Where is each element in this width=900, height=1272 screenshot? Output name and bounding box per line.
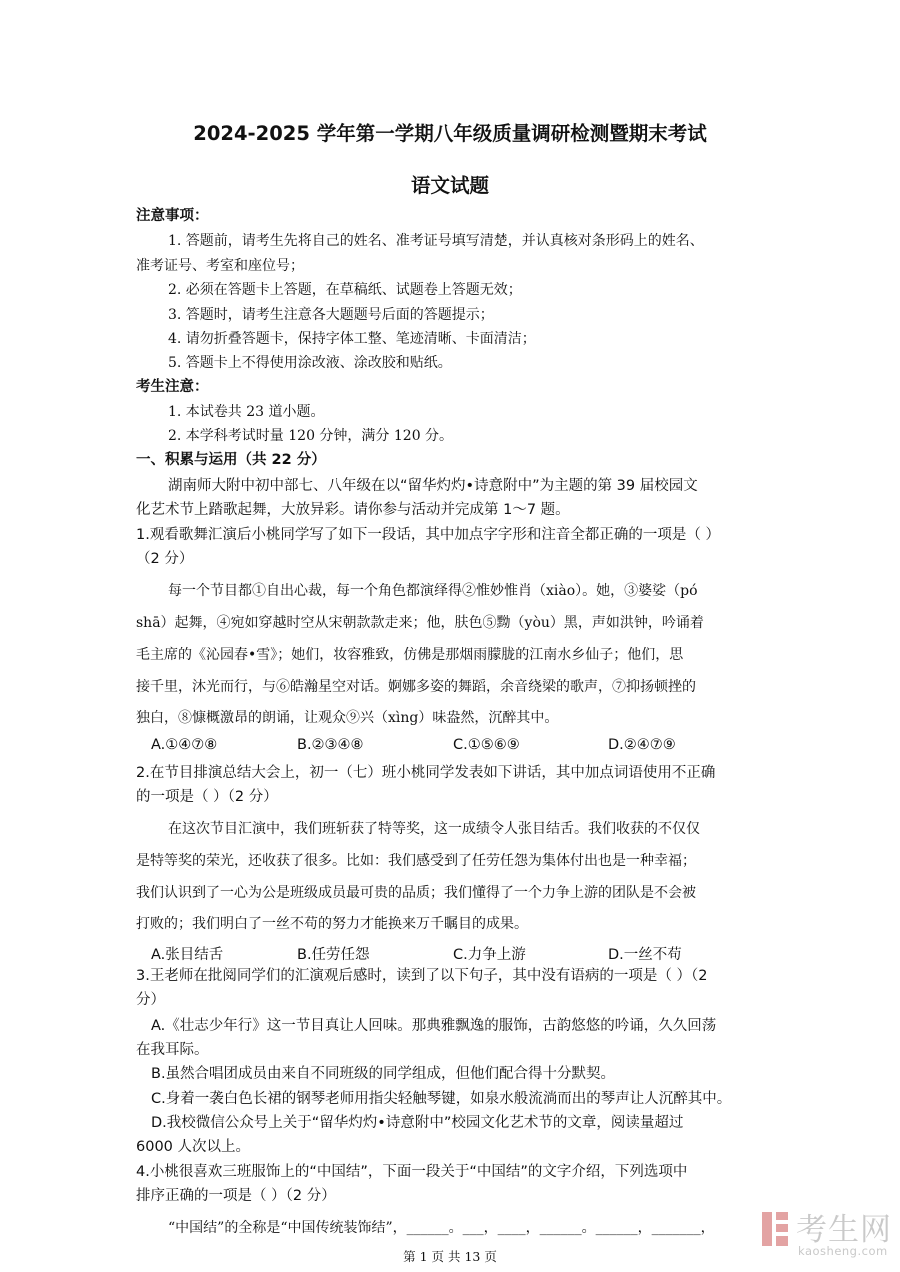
q3-option-c: C.身着一袭白色长裙的钢琴老师用指尖轻触琴键，如泉水般流淌而出的琴声让人沉醉其中。 — [151, 1091, 732, 1107]
q4-stem: 4.小桃很喜欢三班服饰上的“中国结”，下面一段关于“中国结”的文字介绍，下列选项中 — [136, 1164, 688, 1180]
q1-passage: shā）起舞，④宛如穿越时空从宋朝款款走来；他，肤色⑤黝（yòu）黑，声如洪钟，吟诵着 — [136, 615, 704, 631]
candidate-heading: 考生注意： — [136, 379, 209, 395]
q3-option-a-cont: 在我耳际。 — [136, 1042, 209, 1058]
q2-passage: 是特等奖的荣光，还收获了很多。比如：我们感受到了任劳任怨为集体付出也是一种幸福； — [136, 853, 696, 869]
candidate-item: 2. 本学科考试时量 120 分钟，满分 120 分。 — [168, 428, 454, 444]
q3-option-d-cont: 6000 人次以上。 — [136, 1139, 251, 1155]
q1-passage: 毛主席的《沁园春•雪》；她们，妆容雅致，仿佛是那烟雨朦胧的江南水乡仙子；他们，思 — [136, 647, 684, 663]
q1-option-a: A.①④⑦⑧ — [151, 737, 218, 753]
q2-option-c: C.力争上游 — [453, 947, 526, 963]
q2-option-b: B.任劳任怨 — [297, 947, 370, 963]
q2-passage: 在这次节目汇演中，我们班斩获了特等奖，这一成绩令人张目结舌。我们收获的不仅仅 — [168, 821, 700, 837]
q3-option-a: A.《壮志少年行》这一节目真让人回味。那典雅飘逸的服饰，古韵悠悠的吟诵，久久回荡 — [151, 1018, 717, 1034]
q1-option-d: D.②④⑦⑨ — [608, 737, 676, 753]
section-heading: 一、积累与运用（共 22 分） — [136, 452, 326, 468]
q1-stem: （2 分） — [136, 551, 194, 567]
q2-option-a: A.张目结舌 — [151, 947, 224, 963]
q3-stem: 分） — [136, 992, 165, 1008]
q2-stem: 的一项是（ ）（2 分） — [136, 789, 278, 805]
candidate-item: 1. 本试卷共 23 道小题。 — [168, 404, 325, 420]
watermark-subtext: kaosheng.com — [798, 1244, 888, 1258]
notice-heading: 注意事项： — [136, 208, 209, 224]
q3-option-d: D.我校微信公众号上关于“留华灼灼•诗意附中”校园文化艺术节的文章，阅读量超过 — [151, 1115, 684, 1131]
notice-item: 1. 答题前，请考生先将自己的姓名、准考证号填写清楚，并认真核对条形码上的姓名、 — [168, 233, 704, 249]
q1-option-b: B.②③④⑧ — [297, 737, 364, 753]
notice-item: 4. 请勿折叠答题卡，保持字体工整、笔迹清晰、卡面清洁； — [168, 331, 536, 347]
q2-passage: 打败的；我们明白了一丝不苟的努力才能换来万千瞩目的成果。 — [136, 916, 528, 932]
q1-passage: 独白，⑧慷概激昂的朗诵，让观众⑨兴（xìng）味盎然，沉醉其中。 — [136, 710, 559, 726]
q1-passage: 每一个节目都①自出心裁，每一个角色都演绎得②惟妙惟肖（xiào）。她，③婆娑（pó — [168, 583, 698, 599]
exam-subtitle: 语文试题 — [410, 174, 489, 197]
section-intro: 化艺术节上踏歌起舞，大放异彩。请你参与活动并完成第 1～7 题。 — [136, 502, 570, 518]
q1-stem: 1.观看歌舞汇演后小桃同学写了如下一段话，其中加点字字形和注音全都正确的一项是（ ） — [136, 527, 720, 543]
q3-stem: 3.王老师在批阅同学们的汇演观后感时，读到了以下句子，其中没有语病的一项是（ ）（2 — [136, 968, 708, 984]
q2-stem: 2.在节目排演总结大会上，初一（七）班小桃同学发表如下讲话，其中加点词语使用不正确 — [136, 765, 716, 781]
q3-option-b: B.虽然合唱团成员由来自不同班级的同学组成，但他们配合得十分默契。 — [151, 1066, 616, 1082]
notice-item: 5. 答题卡上不得使用涂改液、涂改胶和贴纸。 — [168, 355, 452, 371]
q4-passage: “中国结”的全称是“中国传统装饰结”，______。___，____，______。______，_______， — [168, 1220, 715, 1236]
exam-title: 2024-2025 学年第一学期八年级质量调研检测暨期末考试 — [193, 122, 707, 145]
q1-passage: 接千里，沐光而行，与⑥皓瀚星空对话。婀娜多姿的舞蹈，余音绕梁的歌声，⑦抑扬顿挫的 — [136, 679, 696, 695]
watermark-logo — [760, 1200, 900, 1272]
q1-option-c: C.①⑤⑥⑨ — [453, 737, 520, 753]
notice-item: 3. 答题时，请考生注意各大题题号后面的答题提示； — [168, 307, 494, 323]
watermark-text: 考生网 — [796, 1212, 892, 1248]
logo-mark-icon — [760, 1208, 790, 1248]
q2-passage: 我们认识到了一心为公是班级成员最可贵的品质；我们懂得了一个力争上游的团队是不会被 — [136, 885, 696, 901]
q4-stem: 排序正确的一项是（ ）（2 分） — [136, 1188, 336, 1204]
notice-item: 2. 必须在答题卡上答题，在草稿纸、试题卷上答题无效； — [168, 282, 522, 298]
notice-item: 准考证号、考室和座位号； — [136, 258, 304, 274]
q2-option-d: D.一丝不苟 — [608, 947, 682, 963]
section-intro: 湖南师大附中初中部七、八年级在以“留华灼灼•诗意附中”为主题的第 39 届校园文 — [168, 478, 698, 494]
page-number: 第 1 页 共 13 页 — [403, 1249, 497, 1264]
